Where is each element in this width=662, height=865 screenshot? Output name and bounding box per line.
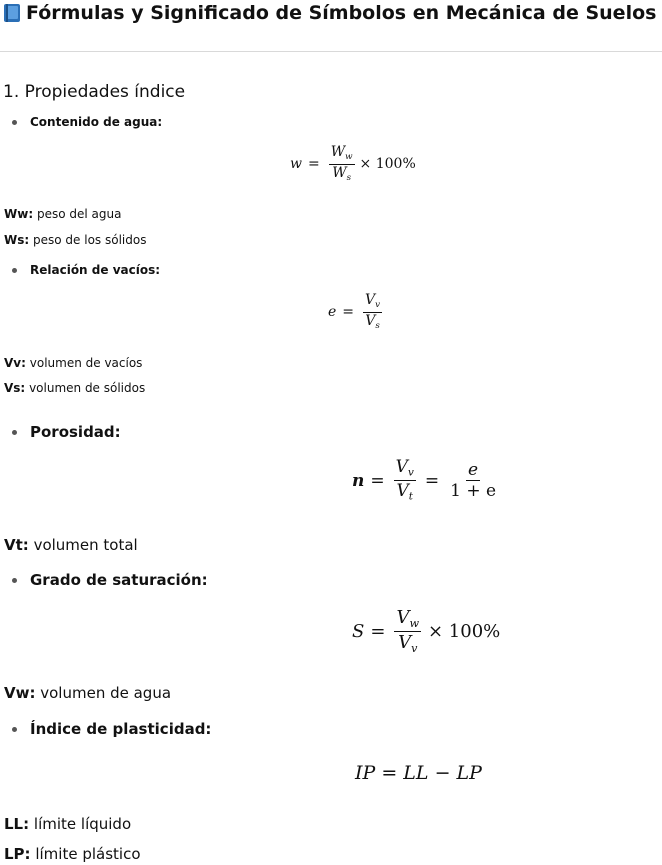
bullet-water-content [12,115,162,129]
bullet-dot [12,268,17,273]
page-title [4,2,656,24]
blue-book-icon [4,4,20,22]
formula-fraction: $\frac{W_w}{W_s}$ [330,144,353,183]
bullet-dot [12,578,17,583]
bullet-saturation [12,571,208,589]
bullet-void-ratio [12,263,160,277]
section-heading: 1. Propiedades índice [3,82,186,102]
definition-vt: Vt: volumen total [4,536,138,554]
formula-porosity: n = $\frac{V_v}{V_t}$ = $\frac{e}{1 + e}$ [352,457,497,503]
formula-lhs: e [328,304,337,321]
bullet-label: Contenido de agua: [30,115,163,129]
formula-lhs: w [290,156,302,173]
bullet-porosity [12,423,121,441]
title-divider [0,51,662,52]
page-title-text: Fórmulas y Significado de Símbolos en Mecánica de Suelos [26,2,657,24]
bullet-dot [12,430,17,435]
definition-ww: Ww: peso del agua [4,207,122,221]
bullet-label: Porosidad: [30,423,121,441]
bullet-label: Relación de vacíos: [30,263,161,277]
formula-fraction: $\frac{V_v}{V_s}$ [365,292,381,331]
formula-fraction: $\frac{V_v}{V_t}$ [395,457,414,503]
definition-vs: Vs: volumen de sólidos [4,381,146,395]
formula-lhs: n [352,470,365,491]
formula-lhs: S [352,621,365,643]
formula-void-ratio: e = $\frac{V_v}{V_s}$ [328,292,381,331]
formula-saturation: S = $\frac{V_w}{V_v}$ × 100% [352,607,501,656]
formula-plasticity-index [355,762,482,784]
formula-fraction: $\frac{V_w}{V_v}$ [396,607,419,656]
definition-ws: Ws: peso de los sólidos [4,233,147,247]
bullet-label: Índice de plasticidad: [30,720,212,738]
formula-tail: × 100% [428,621,501,643]
formula-text: IP = LL − LP [355,762,482,784]
bullet-plasticity-index [12,720,211,738]
bullet-label: Grado de saturación: [30,571,208,589]
bullet-dot [12,120,17,125]
definition-lp: LP: límite plástico [4,845,141,863]
formula-water-content: w = $\frac{W_w}{W_s}$ × 100% [290,144,416,183]
formula-tail: × 100% [359,156,416,173]
definition-vv: Vv: volumen de vacíos [4,356,143,370]
definition-vw: Vw: volumen de agua [4,684,172,702]
definition-ll: LL: límite líquido [4,815,132,833]
bullet-dot [12,727,17,732]
formula-fraction-2: $\frac{e}{1 + e}$ [450,459,497,502]
